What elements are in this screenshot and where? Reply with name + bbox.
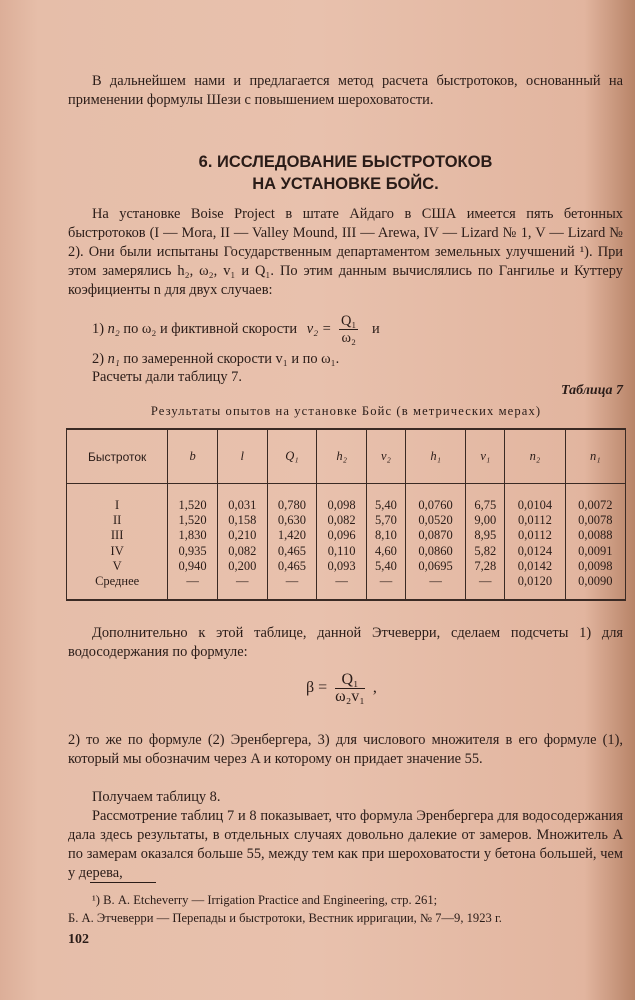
header-cell: h₁ [405, 429, 465, 484]
case-1-prefix: 1) [92, 320, 104, 337]
table-cell: — [168, 574, 218, 600]
table-cell: 1,520 [168, 513, 218, 528]
table-cell: 0,780 [267, 498, 317, 513]
table-cell: — [366, 574, 405, 600]
table-cell: 0,0870 [405, 528, 465, 543]
table-cell: 0,0860 [405, 544, 465, 559]
table-cell: 0,0112 [505, 513, 565, 528]
table-cell: 0,0520 [405, 513, 465, 528]
case-1-denominator: ω₂ [341, 330, 356, 346]
header-cell: n₁ [565, 429, 625, 484]
table-cell: — [267, 574, 317, 600]
footnote-line-1: ¹) В. А. Etcheverry — Irrigation Practice and Engineering, стр. 261; [92, 893, 438, 907]
table-row [67, 544, 626, 559]
table-cell: — [217, 574, 267, 600]
table-cell: — [405, 574, 465, 600]
beta-formula [306, 672, 377, 705]
paragraph-ehrenberger: 2) то же по формуле (2) Эренбергера, 3) для числового множителя в его формуле (1), который мы обозначим через A и которому он придает значение 55. [68, 732, 623, 767]
footnote-line-2: Б. А. Этчеверри — Перепады и быстротоки, Вестник ирригации, № 7—9, 1923 г. [68, 911, 502, 925]
table-cell: 1,420 [267, 528, 317, 543]
table-cell: 0,465 [267, 544, 317, 559]
table-cell: 8,95 [466, 528, 505, 543]
table-cell: II [67, 513, 168, 528]
table-cell: 6,75 [466, 498, 505, 513]
table-cell: 0,0078 [565, 513, 625, 528]
section-heading-line-1: 6. ИССЛЕДОВАНИЕ БЫСТРОТОКОВ [198, 153, 493, 171]
case-1-numerator: Q₁ [341, 313, 357, 329]
table-title: Результаты опытов на установке Бойс (в метрических мерах) [150, 404, 542, 418]
results-table [66, 428, 626, 601]
paragraph-additional: Дополнительно к этой таблице, данной Этчеверри, сделаем подсчеты 1) для водосодержания по формуле: [68, 625, 623, 660]
table-cell: 0,0090 [565, 574, 625, 600]
table-cell: 0,0760 [405, 498, 465, 513]
case-1-lhs: v₂ = [306, 320, 332, 337]
header-cell: h₂ [317, 429, 367, 484]
table-cell: 8,10 [366, 528, 405, 543]
paragraph-table-8: Получаем таблицу 8. [92, 789, 221, 805]
table-cell: III [67, 528, 168, 543]
table-cell: IV [67, 544, 168, 559]
table-cell: 0,0120 [505, 574, 565, 600]
beta-lhs: β = [306, 679, 328, 697]
table-cell: 0,0142 [505, 559, 565, 574]
table-cell: 5,70 [366, 513, 405, 528]
table-cell: 0,210 [217, 528, 267, 543]
beta-numerator: Q₁ [335, 672, 365, 689]
case-1-line [92, 313, 380, 346]
table-cell: 0,0104 [505, 498, 565, 513]
beta-fraction [335, 672, 365, 705]
case-1-suffix: и [372, 320, 380, 337]
case-2-prefix: 2) [92, 351, 104, 367]
table-row [67, 528, 626, 543]
table-cell: 0,082 [217, 544, 267, 559]
table-cell: 0,0098 [565, 559, 625, 574]
table-cell: 0,940 [168, 559, 218, 574]
table-cell: 0,0088 [565, 528, 625, 543]
beta-suffix: , [372, 679, 377, 697]
table-cell: V [67, 559, 168, 574]
section-heading-line-2: НА УСТАНОВКЕ БОЙС. [252, 175, 439, 193]
table-cell: 0,098 [317, 498, 367, 513]
table-cell: 0,096 [317, 528, 367, 543]
table-caption: Таблица 7 [561, 383, 623, 398]
header-cell: b [168, 429, 218, 484]
table-cell: 0,935 [168, 544, 218, 559]
intro-paragraph: В дальнейшем нами и предлагается метод расчета быстротоков, основанный на применении формулы Шези с повышением шероховатости. [68, 73, 623, 108]
table-cell: 0,0695 [405, 559, 465, 574]
table-cell: 5,40 [366, 498, 405, 513]
page-number: 102 [68, 932, 89, 947]
results-line: Расчеты дали таблицу 7. [92, 369, 242, 385]
table-row [67, 498, 626, 513]
table-cell: Среднее [67, 574, 168, 600]
table-cell: 4,60 [366, 544, 405, 559]
table-cell: 0,110 [317, 544, 367, 559]
table-cell: 0,200 [217, 559, 267, 574]
header-cell: Быстроток [67, 429, 168, 484]
table-cell: 0,465 [267, 559, 317, 574]
footnote-rule [90, 882, 156, 883]
paragraph-boise-project: На установке Boise Project в штате Айдаго в США имеется пять бетонных быстротоков (I — Mora, II — Valley Mound, III — Arewa, IV — Lizard № 1, V — Lizard № 2). Они были испытаны Государственным департаментом земельных улучшений ¹). При этом замерялись h₂, ω₂, v₁ и Q₁. По этим данным вычислялись по Гангилье и Куттеру коэфициенты n для двух случаев: [68, 206, 623, 298]
table-cell: — [317, 574, 367, 600]
table-cell: 0,093 [317, 559, 367, 574]
table-cell: 1,520 [168, 498, 218, 513]
header-cell: Q₁ [267, 429, 317, 484]
table-row-average [67, 574, 626, 600]
case-1-text: по ω₂ и фиктивной скорости [123, 320, 298, 337]
table-cell: 0,082 [317, 513, 367, 528]
case-2-line [92, 350, 339, 369]
table-cell: I [67, 498, 168, 513]
table-cell: 7,28 [466, 559, 505, 574]
table-cell: — [466, 574, 505, 600]
header-cell: v₂ [366, 429, 405, 484]
header-cell: l [217, 429, 267, 484]
table-cell: 0,0112 [505, 528, 565, 543]
case-2-var: n₁ [107, 351, 120, 367]
paragraph-comparison: Рассмотрение таблиц 7 и 8 показывает, что формула Эренбергера для водосодержания дала здесь результаты, в отдельных случаях довольно далекие от замеров. Множитель A по замерам оказался больше 55, между тем как при шероховатости у бетона большей, чем у дерева, [68, 808, 623, 881]
table-cell: 0,0124 [505, 544, 565, 559]
case-1-var: n₂ [107, 320, 120, 337]
table-spacer-row [67, 484, 626, 499]
table-cell: 0,031 [217, 498, 267, 513]
table-cell: 5,82 [466, 544, 505, 559]
case-2-text: по замеренной скорости v₁ и по ω₁. [123, 351, 340, 367]
case-1-fraction [339, 313, 358, 346]
header-cell: v₁ [466, 429, 505, 484]
table-cell: 5,40 [366, 559, 405, 574]
table-cell: 0,630 [267, 513, 317, 528]
beta-denominator: ω₂v₁ [335, 688, 365, 705]
table-row [67, 513, 626, 528]
header-cell: n₂ [505, 429, 565, 484]
table-row [67, 559, 626, 574]
table-cell: 0,0091 [565, 544, 625, 559]
table-cell: 0,158 [217, 513, 267, 528]
table-header-row [67, 429, 626, 484]
table-cell: 0,0072 [565, 498, 625, 513]
table-cell: 1,830 [168, 528, 218, 543]
table-cell: 9,00 [466, 513, 505, 528]
